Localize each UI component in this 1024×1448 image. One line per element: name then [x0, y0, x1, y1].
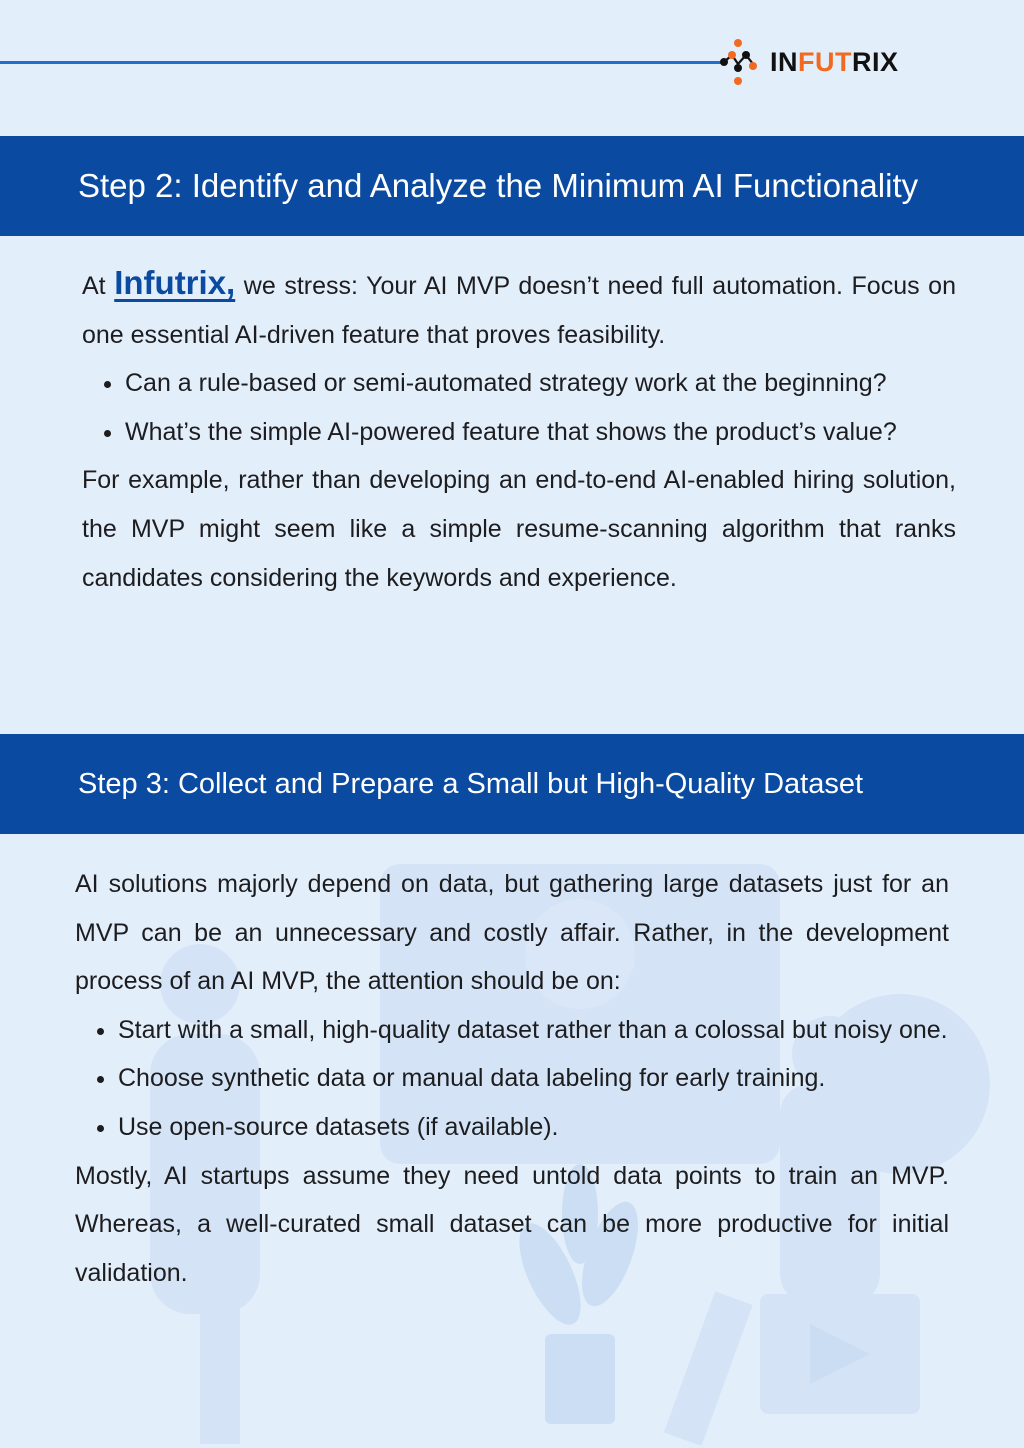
list-item: • What’s the simple AI-powered feature that shows the product’s value?: [125, 408, 956, 457]
step3-bullet-list: [75, 1006, 949, 1152]
list-item: • Choose synthetic data or manual data labeling for early training.: [118, 1054, 949, 1103]
logo-wordmark: [770, 47, 899, 78]
step3-closing: Mostly, AI startups assume they need untold data points to train an MVP. Whereas, a well-curated small dataset can be more productive for initial validation.: [75, 1161, 949, 1287]
list-item: • Use open-source datasets (if available).: [118, 1103, 949, 1152]
step3-title: Step 3: Collect and Prepare a Small but High-Quality Dataset: [78, 767, 864, 800]
logo-accent: FUT: [798, 46, 852, 77]
list-item: • Can a rule-based or semi-automated strategy work at the beginning?: [125, 359, 956, 408]
step3-body: [75, 860, 949, 1297]
list-item: • Start with a small, high-quality dataset rather than a colossal but noisy one.: [118, 1006, 949, 1055]
brand-logo: [716, 38, 899, 86]
logo-suffix: RIX: [851, 46, 899, 77]
step2-intro-lead: At: [82, 272, 115, 300]
brand-name: Infutrix,: [114, 264, 236, 301]
step2-example: For example, rather than developing an end-to-end AI-enabled hiring solution, the MVP might seem like a simple resume-scanning algorithm that ranks candidates considering the keywords and experience.: [82, 466, 956, 592]
step2-intro-rest: we stress: Your AI MVP doesn’t need full automation. Focus on one essential AI-driven feature that proves feasibility.: [82, 272, 956, 349]
logo-prefix: IN: [770, 46, 798, 77]
step3-heading-band: [0, 734, 1024, 834]
step2-title: Step 2: Identify and Analyze the Minimum AI Functionality: [78, 167, 919, 204]
step2-heading-band: [0, 136, 1024, 236]
step2-bullet-list: [82, 359, 956, 456]
logo-dots-icon: [716, 38, 766, 86]
step2-body: [82, 259, 956, 602]
step3-intro: AI solutions majorly depend on data, but gathering large datasets just for an MVP can be an unnecessary and costly affair. Rather, in the development process of an AI MVP, the attention should be on:: [75, 870, 949, 996]
header-divider-line: [0, 61, 722, 64]
step2-intro: [82, 259, 956, 359]
